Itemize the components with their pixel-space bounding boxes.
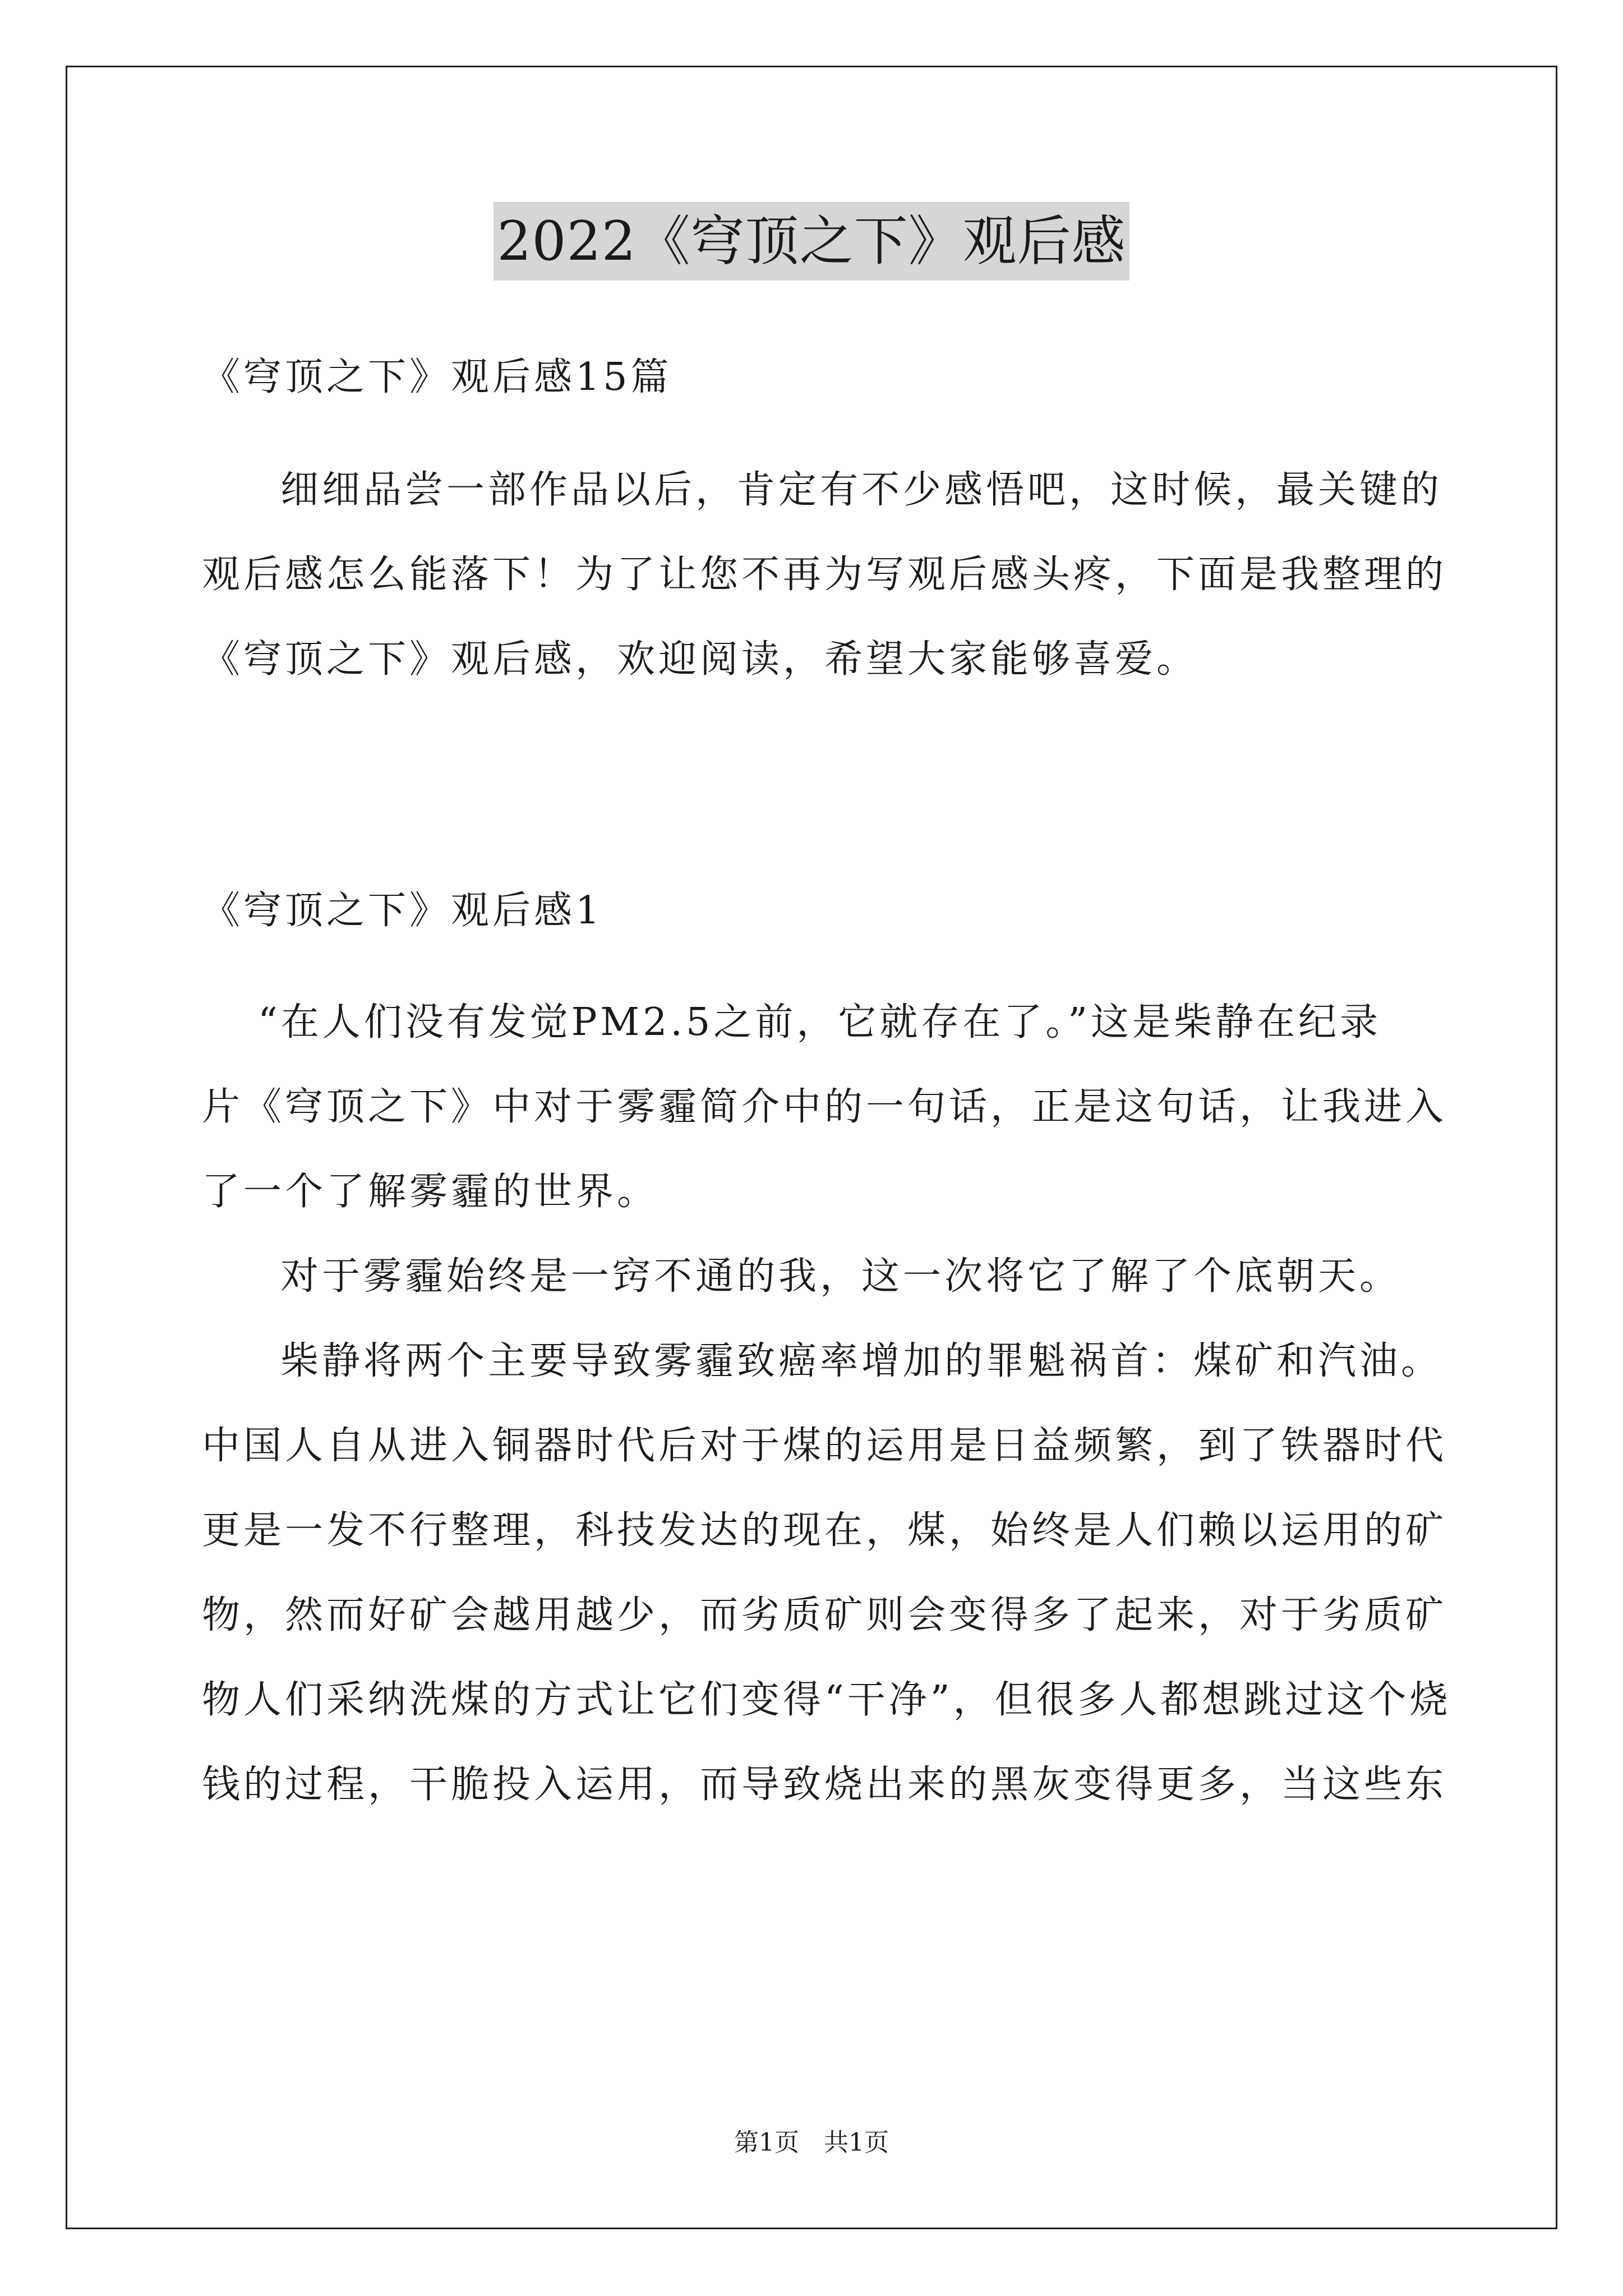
paragraph-line: 物人们采纳洗煤的方式让它们变得“干净”，但很多人都想跳过这个烧 — [202, 1678, 1451, 1722]
section-heading: 《穹顶之下》观后感1 — [202, 889, 603, 933]
paragraph-line: 片《穹顶之下》中对于雾霾简介中的一句话，正是这句话，让我进入 — [202, 1085, 1447, 1129]
section-heading-block — [202, 868, 1433, 953]
paragraph-3 — [202, 1319, 1451, 1827]
paragraph-line: 《穹顶之下》观后感，欢迎阅读，希望大家能够喜爱。 — [202, 637, 1198, 682]
paragraph-line: 物，然而好矿会越用越少，而劣质矿则会变得多了起来，对于劣质矿 — [202, 1593, 1447, 1637]
document-subtitle: 《穹顶之下》观后感15篇 — [202, 355, 672, 399]
paragraph-1 — [202, 980, 1447, 1234]
paragraph-2 — [202, 1234, 1433, 1319]
document-title: 2022《穹顶之下》观后感 — [494, 202, 1129, 280]
paragraph-line: 了一个了解雾霾的世界。 — [202, 1170, 659, 1214]
paragraph-line: 对于雾霾始终是一窍不通的我，这一次将它了解了个底朝天。 — [280, 1254, 1401, 1299]
paragraph-line: 细细品尝一部作品以后，肯定有不少感悟吧，这时候，最关键的 — [280, 468, 1443, 512]
paragraph-line: 中国人自从进入铜器时代后对于煤的运用是日益频繁，到了铁器时代 — [202, 1424, 1447, 1468]
subtitle-block — [202, 335, 1433, 420]
title-wrapper — [0, 202, 1623, 280]
paragraph-line: “在人们没有发觉PM2.5之前，它就存在了。”这是柴静在纪录 — [258, 1000, 1382, 1045]
page-footer: 第1页 共1页 — [734, 2128, 889, 2157]
intro-paragraph — [202, 448, 1447, 702]
paragraph-line: 观后感怎么能落下！为了让您不再为写观后感头疼，下面是我整理的 — [202, 553, 1447, 597]
paragraph-line: 更是一发不行整理，科技发达的现在，煤，始终是人们赖以运用的矿 — [202, 1508, 1447, 1553]
paragraph-line: 柴静将两个主要导致雾霾致癌率增加的罪魁祸首：煤矿和汽油。 — [280, 1339, 1443, 1383]
paragraph-line: 钱的过程，干脆投入运用，而导致烧出来的黑灰变得更多，当这些东 — [202, 1763, 1447, 1807]
